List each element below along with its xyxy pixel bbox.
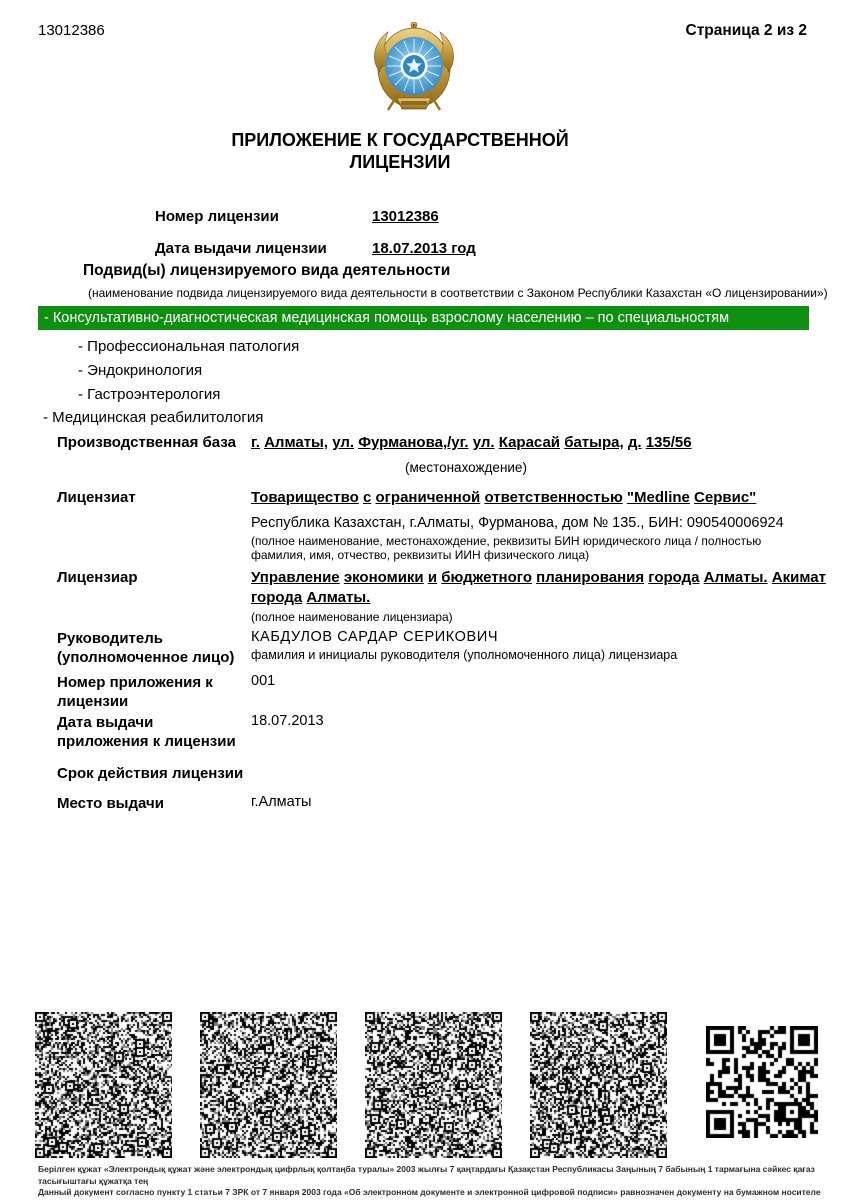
- head-label: Руководитель (уполномоченное лицо): [57, 630, 235, 666]
- license-date-row: [155, 240, 809, 257]
- license-number-label: Номер лицензии: [155, 208, 279, 225]
- datamatrix-barcode-4: [530, 1012, 667, 1158]
- appendix-number-value: 001: [251, 673, 276, 689]
- validity-label: Срок действия лицензии: [57, 765, 244, 782]
- page-title-line2: ЛИЦЕНЗИИ: [349, 152, 451, 172]
- subtype-item: - Эндокринология: [78, 362, 203, 379]
- subtypes-heading: Подвид(ы) лицензируемого вида деятельности: [83, 262, 451, 279]
- appendix-date-row: [57, 713, 809, 750]
- subtype-outer-item: - Медицинская реабилитология: [43, 409, 264, 426]
- datamatrix-barcode-1: [35, 1012, 172, 1158]
- legal-footer-line-kk: Берілген құжат «Электрондық құжат және электрондық цифрлық қолтаңба туралы» 2003 жылғы 7 қаңтардағы Қазақстан Республикасы Заңының 7 бабының 1 тармағына сәйкес қағаз тасығыштағы құжатқа тең: [38, 1164, 815, 1186]
- production-base-label: Производственная база: [57, 434, 236, 451]
- production-base-note: (местонахождение): [405, 459, 527, 475]
- issue-place-label: Место выдачи: [57, 795, 164, 812]
- license-date-value: 18.07.2013 год: [372, 240, 476, 257]
- document-number: 13012386: [38, 22, 105, 39]
- production-base-row: [57, 433, 809, 475]
- legal-footer: [38, 1164, 828, 1199]
- appendix-date-value: 18.07.2013: [251, 713, 324, 729]
- license-date-label: Дата выдачи лицензии: [155, 240, 327, 257]
- subtype-item: - Гастроэнтерология: [78, 386, 221, 403]
- licensor-label: Лицензиар: [57, 569, 138, 586]
- production-base-value: г. Алматы, ул. Фурманова,/уг. ул. Карасай батыра, д. 135/56: [251, 434, 692, 451]
- page-title: [75, 129, 725, 173]
- page-title-line1: ПРИЛОЖЕНИЕ К ГОСУДАРСТВЕННОЙ: [231, 130, 569, 150]
- legal-footer-line-ru: Данный документ согласно пункту 1 статьи 7 ЗРК от 7 января 2003 года «Об электронном документе и электронной цифровой подписи» равнозначен документу на бумажном носителе: [38, 1187, 821, 1197]
- highlighted-subtype-item: - Консультативно-диагностическая медицинская помощь взрослому населению – по специальностям: [38, 306, 809, 330]
- datamatrix-barcode-2: [200, 1012, 337, 1158]
- licensor-row: [57, 568, 826, 625]
- qr-code: [706, 1026, 818, 1138]
- licensor-value: Управление экономики и бюджетного планирования города Алматы. Акимат города Алматы.: [251, 569, 826, 606]
- head-value: КАБДУЛОВ САРДАР СЕРИКОВИЧ: [251, 629, 499, 645]
- appendix-number-label: Номер приложения к лицензии: [57, 674, 213, 710]
- page-indicator: Страница 2 из 2: [685, 22, 807, 39]
- licensee-value: Товарищество с ограниченной ответственностью "Medline Сервис": [251, 489, 757, 506]
- issue-place-row: [57, 794, 809, 810]
- kazakhstan-emblem-icon: [368, 16, 460, 116]
- issue-place-value: г.Алматы: [251, 794, 312, 810]
- subtypes-note: (наименование подвида лицензируемого вида деятельности в соответствии с Законом Республики Казахстан «О лицензировании»): [88, 286, 828, 300]
- subtype-item: - Профессиональная патология: [78, 338, 300, 355]
- license-number-row: [155, 208, 809, 225]
- licensee-row: [57, 488, 809, 563]
- appendix-date-label: Дата выдачи приложения к лицензии: [57, 714, 236, 750]
- datamatrix-barcode-3: [365, 1012, 502, 1158]
- head-row: [57, 629, 809, 666]
- licensor-note: (полное наименование лицензиара): [251, 610, 453, 624]
- appendix-number-row: [57, 673, 809, 710]
- head-note: фамилия и инициалы руководителя (уполномоченного лица) лицензиара: [251, 648, 678, 662]
- licensee-note: (полное наименование, местонахождение, реквизиты БИН юридического лица / полностью фамилия, имя, отчество, реквизиты ИИН физического лица): [251, 533, 762, 562]
- licensee-label: Лицензиат: [57, 489, 136, 506]
- license-number-value: 13012386: [372, 208, 439, 225]
- licensee-address: Республика Казахстан, г.Алматы, Фурманова, дом № 135., БИН: 090540006924: [251, 514, 784, 531]
